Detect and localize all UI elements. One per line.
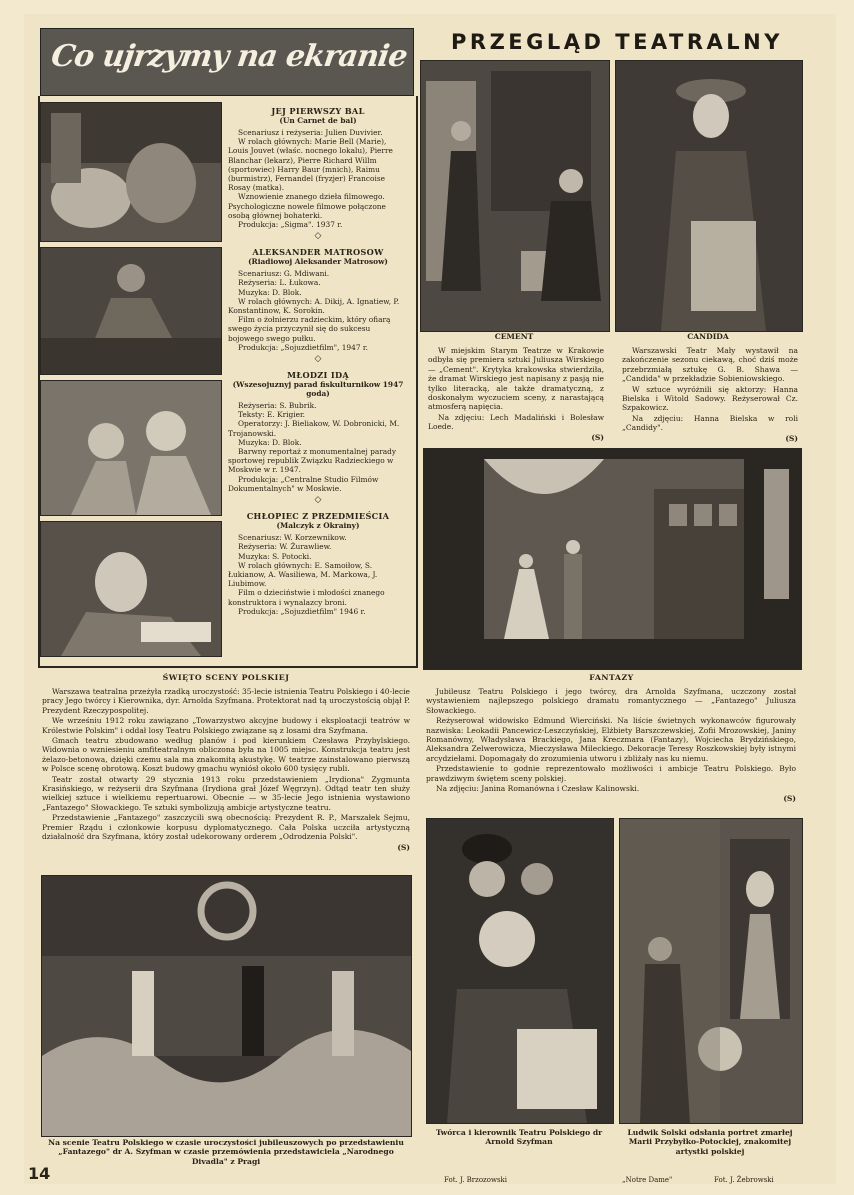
jubileusz-photo-note: Na zdjęciu: Janina Romanówna i Czesław Kalinowski. (436, 784, 640, 794)
film-title: ALEKSANDER MATROSOW (252, 247, 384, 258)
film-credit: Muzyka: S. Potocki. (238, 551, 312, 561)
film-credit: Reżyseria: L. Łukowa. (238, 278, 321, 288)
candida-photo-note: Na zdjęciu: Hanna Bielska w roli „Candidy". (622, 413, 798, 433)
footer-stub: Fot. J. Żebrowski (714, 1176, 774, 1184)
film-credit: Scenariusz: W. Korzewnikow. (238, 533, 347, 543)
film-section-banner (40, 28, 414, 96)
magazine-page (24, 14, 836, 1184)
film-credit: W rolach głównych: A. Dikij, A. Ignatiew, P. Konstantinow, K. Sorokin. (228, 296, 400, 316)
photo-image (41, 248, 221, 374)
film-entry (228, 511, 408, 616)
film-original-title: (Malczyk z Okrainy) (276, 521, 360, 531)
film-entry (228, 370, 408, 493)
szyfman-photo (426, 818, 614, 1124)
photo-image (42, 876, 411, 1136)
candida-article (622, 346, 798, 443)
candida-text-cast: W sztuce wyróżnili się aktorzy: Hanna Bielska i Witold Sadowy. Reżyserował Cz. Szpakowicz. (622, 384, 798, 413)
cement-photo (420, 60, 610, 332)
film-production: Produkcja: „Sojuzdietfilm" 1946 r. (238, 606, 366, 616)
candida-text: Warszawski Teatr Mały wystawił na zakończenie sezonu ciekawą, choć dziś może przebrzmiałą sztukę G. B. Shawa — „Candida" w przekładzie Sobieniowskiego. (622, 346, 798, 384)
film-listings (228, 100, 408, 616)
film-photo-chlopiec-z-przedmiescia (40, 521, 222, 657)
ceremony-caption: Na scenie Teatru Polskiego w czasie uroczystości jubileuszowych po przedstawieniu „Fantazego" dr A. Szyfman w czasie przemówienia przedstawiciela „Narodnego Divadla" z Pragi (48, 1138, 404, 1166)
szyfman-caption: Twórca i kierownik Teatru Polskiego dr Arnold Szyfman (435, 1128, 603, 1147)
film-title: MŁODZI IDĄ (286, 370, 350, 381)
film-credit: Reżyseria: W. Żurawliew. (238, 542, 332, 552)
cement-caption: CEMENT (494, 332, 534, 341)
film-production: Produkcja: „Sigma". 1937 r. (238, 220, 343, 230)
film-photo-aleksander-matrosow (40, 247, 222, 375)
diamond-separator: ◇ (314, 495, 322, 506)
diamond-separator: ◇ (314, 354, 322, 365)
swieto-paragraph: Teatr został otwarty 29 stycznia 1913 roku przedstawieniem „Irydiona" Zygmunta Krasińskiego, w reżyserii dra Szyfmana (Irydiona grał Józef Węgrzyn). Odtąd teatr ten służy wielkiej sztuce i wielkiemu repertuarowi. Obecnie — w 35-lecie Jego istnienia wystawiono „Fantazego" Słowackiego. Te sztuki symbolizują ambicje artystyczne teatru. (42, 774, 410, 812)
solski-caption: Ludwik Solski odsłania portret zmarłej Marii Przybyłko-Potockiej, znakomitej artystki polskiej (627, 1128, 793, 1156)
film-original-title: (Un Carnet de bal) (279, 116, 357, 125)
jubileusz-article (426, 687, 796, 804)
page-number: 14 (28, 1164, 51, 1183)
candida-signature: (S) (785, 433, 798, 443)
film-credit: Scenariusz: G. Mdiwani. (238, 269, 330, 279)
solski-portrait-photo (619, 818, 803, 1124)
film-title: JEJ PIERWSZY BAL (271, 106, 365, 116)
film-entry (228, 106, 408, 229)
film-credit: W rolach głównych: E. Samoiłow, S. Łukianow, A. Wasiliewa, M. Markowa, J. Liubimow. (228, 560, 378, 589)
swieto-paragraph: Warszawa teatralna przeżyła rzadką uroczystość: 35-lecie istnienia Teatru Polskiego i 40-lecie pracy Jego twórcy i Kierownika, dyr. Arnolda Szyfmana. Protektorat nad tą uroczystością objął P. Prezydent Rzeczypospolitej. (42, 687, 410, 715)
swieto-article (42, 687, 410, 852)
film-section-title: Co ujrzymy na ekranie (49, 39, 409, 74)
swieto-signature: (S) (397, 842, 410, 852)
jubileusz-paragraph: Reżyserował widowisko Edmund Wierciński. Na liście świetnych wykonawców figurowały nazwiska: Leokadii Pancewicz-Leszczyńskiej, Elżbiety Barszczewskiej, Zofii Mrozowskiej, Janiny Romanówny, Władysława Brackiego, Jana Kreczmara (Fantazy), Wojciecha Brydzińskiego, Aleksandra Zelwerowicza, Mieczysława Mileckiego. Dekoracje Teresy Roszkowskiej były istnymi arcydziełami. Dopomagały do zrozumienia utworu i zbliżały nas ku niemu. (426, 716, 796, 763)
film-photo-jej-pierwszy-bal (40, 102, 222, 242)
swieto-title: ŚWIĘTO SCENY POLSKIEJ (162, 673, 290, 682)
photo-image (616, 61, 802, 331)
photo-image (41, 381, 221, 515)
jubileusz-signature: (S) (783, 794, 796, 804)
film-description: Barwny reportaż z monumentalnej parady sportowej republik Związku Radzieckiego w Moskwie w r. 1947. (228, 447, 397, 475)
cement-article (428, 346, 604, 442)
candida-caption: CANDIDA (687, 332, 729, 341)
fantazy-stage-photo (423, 448, 802, 670)
film-credit: Muzyka: D. Blok. (238, 287, 302, 297)
film-original-title: (Riadiowoj Aleksander Matrosow) (248, 257, 388, 267)
cement-signature: (S) (591, 432, 604, 442)
footer-stub: Fot. J. Brzozowski (444, 1176, 508, 1184)
film-description: Wznowienie znanego dzieła filmowego. Psychologiczne nowele filmowe połączone osobą głównej bohaterki. (228, 192, 386, 220)
diamond-separator: ◇ (314, 231, 322, 242)
film-credit: Operatorzy: J. Bieliakow, W. Dobronicki, M. Trojanowski. (228, 419, 400, 438)
swieto-paragraph: Gmach teatru zbudowano według planów i pod kierunkiem Czesława Przybylskiego. Widownia o wzniesieniu amfiteatralnym obliczona była na 1005 miejsc. Konstrukcja teatru jest żelazo-betonowa, dzięki czemu sala ma znakomitą akustykę. W teatrze zainstalowano pierwszą w Polsce scenę obrotową. Koszt budowy gmachu wyniósł około 600 tysięcy rubli. (42, 736, 410, 774)
candida-photo (615, 60, 803, 332)
photo-image (41, 522, 221, 656)
fantazy-caption: FANTAZY (589, 673, 634, 682)
photo-image (427, 819, 613, 1123)
film-credit: Teksty: E. Krigier. (238, 410, 306, 420)
photo-image (41, 103, 221, 241)
ceremony-photo (41, 875, 412, 1137)
photo-image (620, 819, 802, 1123)
film-description: Film o dzieciństwie i młodości znanego konstruktora i wynalazcy broni. (228, 588, 385, 607)
photo-image (421, 61, 609, 331)
cement-photo-note: Na zdjęciu: Lech Madaliński i Bolesław Loede. (428, 412, 604, 432)
film-credit: Reżyseria: S. Bubrik. (238, 401, 317, 411)
cement-text: W miejskim Starym Teatrze w Krakowie odbyła się premiera sztuki Juliusza Wirskiego — „Cement". Krytyka krakowska stwierdziła, że dramat Wirskiego jest napisany z pasją nie tylko literacką, ale także dramatyczną, z doskonałym wyczuciem sceny, z narastającą atmosferą napięcia. (428, 346, 604, 412)
theatre-section-title: PRZEGLĄD TEATRALNY (451, 30, 783, 54)
jubileusz-paragraph: Przedstawienie to godnie reprezentowało możliwości i ambicje Teatru Polskiego. Było prawdziwym świętem sceny polskiej. (426, 764, 796, 783)
film-credit: Scenariusz i reżyseria: Julien Duvivier. (238, 128, 383, 137)
film-production: Produkcja: „Centralne Studio Filmów Dokumentalnych" w Moskwie. (228, 474, 379, 493)
photo-image (424, 449, 801, 669)
film-production: Produkcja: „Sojuzdietfilm", 1947 r. (238, 342, 368, 352)
film-photo-mlodzi-ida (40, 380, 222, 516)
film-credit: W rolach głównych: Marie Bell (Marie), Louis Jouvet (właśc. nocnego lokalu), Pierre Blanchar (lekarz), Pierre Richard Willm (sportowiec) Harry Baur (mnich), Raimu (burmistrz), Fernandel (fryzjer) Francoise Rosay (matka). (228, 137, 393, 193)
jubileusz-paragraph: Jubileusz Teatru Polskiego i jego twórcy, dra Arnolda Szyfmana, uczczony został wystawieniem najlepszego polskiego dramatu romantycznego — „Fantazego" Juliusza Słowackiego. (426, 687, 796, 715)
film-title: CHŁOPIEC Z PRZEDMIEŚCIA (246, 511, 390, 522)
film-entry (228, 247, 408, 352)
swieto-paragraph: Przedstawienie „Fantazego" zaszczycili swą obecnością: Prezydent R. P., Marszałek Sejmu, Premier Rządu i członkowie korpusu dyplomatycznego. Cała Polska uczciła artystyczną działalność dra Szyfmana, który został udekorowany orderem „Odrodzenia Polski". (42, 813, 410, 842)
film-description: Film o żołnierzu radzieckim, który ofiarą swego życia przyczynił się do sukcesu bojowego swego pułku. (228, 315, 391, 343)
footer-stub: „Notre Dame" (622, 1176, 673, 1184)
swieto-paragraph: We wrześniu 1912 roku zawiązano „Towarzystwo akcyjne budowy i eksploatacji teatrów w Królestwie Polskim" i oddał losy Teatru Polskiego związane są z losami dra Szyfmana. (42, 716, 410, 735)
film-credit: Muzyka: D. Blok. (238, 437, 302, 447)
film-original-title: (Wszesojuznyj parad fiskulturnikow 1947 goda) (232, 380, 404, 399)
